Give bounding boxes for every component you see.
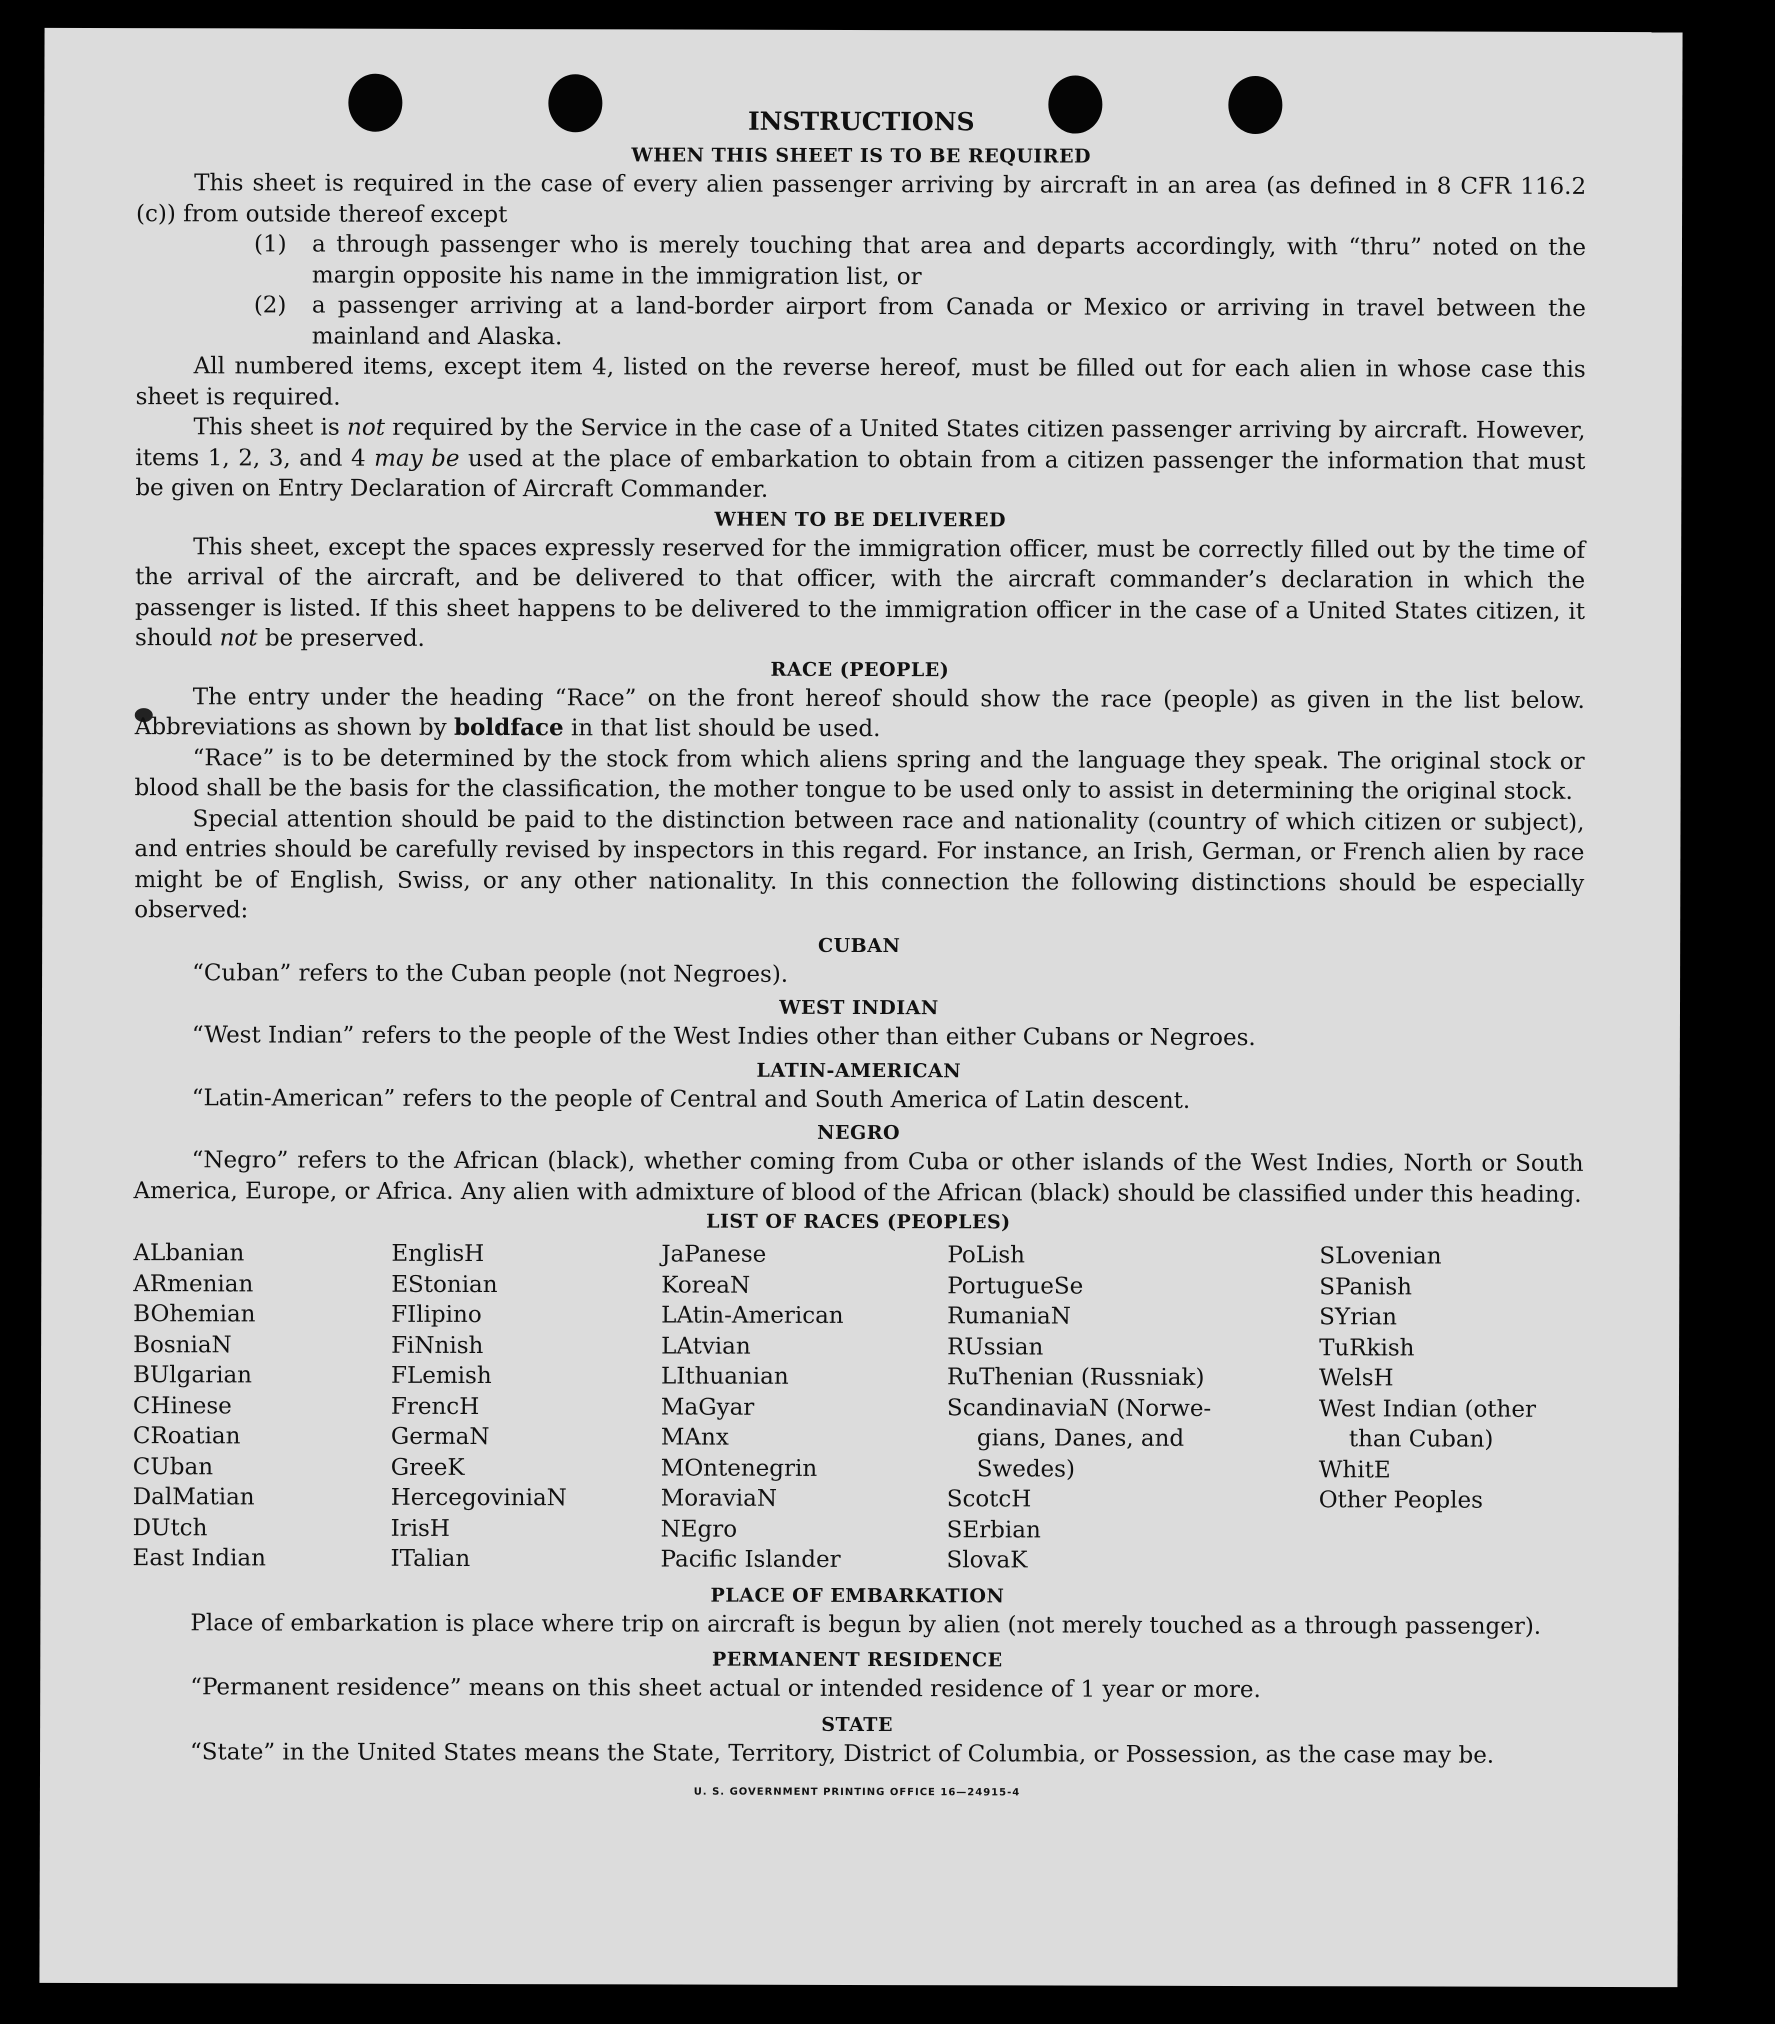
race-entry: FiNnish: [391, 1332, 484, 1359]
paragraph: All numbered items, except item 4, listed on the reverse hereof, must be filled out for each alien in whose case this sheet is required.: [135, 353, 1586, 411]
race-entry: ITalian: [390, 1545, 471, 1572]
section-heading: WEST INDIAN: [779, 996, 939, 1020]
race-entry: CUban: [132, 1453, 214, 1480]
italic-run: may be: [374, 445, 460, 472]
race-entry: BUlgarian: [133, 1362, 253, 1389]
text-run: required by the Service in the case of a United States citizen passenger arriving by aircraft. However, items 1, 2, 3, and 4: [135, 414, 1586, 472]
paragraph: Special attention should be paid to the distinction between race and nationality (country of which citizen or subject), and entries should be carefully revised by inspectors in this regard. For instance, an Irish, German, or French alien by race might be of English, Swiss, or any other nationality. In this connection the following distinctions should be especially observed:: [134, 805, 1585, 924]
race-entry: Pacific Islander: [660, 1546, 841, 1573]
race-entry: ALbanian: [133, 1240, 245, 1267]
race-entry: CHinese: [132, 1392, 232, 1419]
race-column: [391, 1239, 662, 1575]
race-list: [133, 1238, 1584, 1577]
race-entry: TuRkish: [1319, 1334, 1415, 1361]
race-entry: Other Peoples: [1318, 1487, 1483, 1514]
race-entry: MAnx: [660, 1424, 729, 1451]
race-entry: SPanish: [1319, 1273, 1413, 1300]
text-run: The entry under the heading “Race” on the front hereof should show the race (people) as given in the list below. Abbreviations as shown by: [134, 683, 1585, 741]
race-entry: FIlipino: [391, 1301, 482, 1329]
race-entry: IrisH: [390, 1515, 450, 1542]
race-entry: DalMatian: [132, 1484, 255, 1511]
race-entry: NEgro: [660, 1515, 738, 1543]
printer-imprint: U. S. GOVERNMENT PRINTING OFFICE 16—24915-4: [693, 1786, 1021, 1799]
item-number: (2): [253, 292, 287, 319]
race-column: [133, 1238, 392, 1574]
race-entry: ScotcH: [946, 1486, 1032, 1513]
paragraph: “Permanent residence” means on this sheet actual or intended residence of 1 year or more.: [190, 1674, 1261, 1704]
race-entry: GreeK: [390, 1454, 465, 1481]
numbered-item: [254, 229, 1586, 293]
text-run: This sheet is: [193, 414, 348, 441]
bold-run: boldface: [453, 713, 564, 742]
text-run: This sheet, except the spaces expressly reserved for the immigration officer, must be correctly filled out by the time of the arrival of the aircraft, and be delivered to that officer, with the aircraft commander’s declaration in which the passenger is listed. If this sheet happens to be delivered to the immigration officer in the case of a United States citizen, it should: [134, 533, 1586, 652]
race-entry: Swedes): [976, 1455, 1075, 1483]
race-entry: SYrian: [1319, 1304, 1398, 1331]
section-heading: RACE (PEOPLE): [770, 658, 950, 681]
race-entry: SLovenian: [1319, 1243, 1442, 1270]
race-entry: HercegoviniaN: [390, 1484, 567, 1512]
race-entry: RUssian: [947, 1333, 1044, 1360]
section-heading: LIST OF RACES (PEOPLES): [706, 1210, 1011, 1234]
race-entry: PortugueSe: [947, 1272, 1084, 1300]
document-sheet: [39, 28, 1682, 1987]
race-entry: West Indian (other: [1318, 1395, 1537, 1423]
race-column: [661, 1239, 948, 1575]
race-entry: SErbian: [946, 1516, 1041, 1543]
race-entry: LIthuanian: [660, 1363, 789, 1390]
race-entry: than Cuban): [1348, 1426, 1494, 1453]
item-number: (1): [253, 231, 287, 258]
paragraph: Place of embarkation is place where trip on aircraft is begun by alien (not merely touched as a through passenger).: [190, 1609, 1542, 1640]
page-title: INSTRUCTIONS: [747, 106, 975, 137]
race-entry: GermaN: [390, 1423, 490, 1451]
race-entry: FLemish: [391, 1362, 492, 1390]
race-entry: CRoatian: [132, 1423, 241, 1450]
italic-run: not: [219, 625, 258, 652]
race-entry: EnglisH: [391, 1240, 485, 1268]
section-heading: PLACE OF EMBARKATION: [710, 1584, 1005, 1607]
paragraph: “Race” is to be determined by the stock from which aliens spring and the language they speak. The original stock or blood shall be the basis for the classification, the mother tongue to be used only to assist in determining the original stock.: [134, 744, 1585, 805]
paragraph: “Cuban” refers to the Cuban people (not Negroes).: [192, 959, 789, 988]
race-entry: RuThenian (Russniak): [946, 1364, 1205, 1391]
race-entry: WelsH: [1318, 1365, 1394, 1392]
race-entry: ARmenian: [133, 1270, 254, 1297]
race-entry: BosniaN: [133, 1331, 232, 1358]
race-entry: LAtin-American: [661, 1302, 844, 1329]
paragraph: [135, 682, 1585, 747]
item-text: a passenger arriving at a land-border airport from Canada or Mexico or arriving in travel between the mainland and Alaska.: [311, 292, 1586, 350]
race-entry: FrencH: [390, 1393, 480, 1420]
race-entry: DUtch: [132, 1514, 208, 1541]
text-run: used at the place of embarkation to obtain from a citizen passenger the information that must be given on Entry Declaration of Aircraft Commander.: [135, 445, 1586, 503]
race-entry: JaPanese: [661, 1241, 767, 1268]
race-entry: MoraviaN: [660, 1485, 778, 1512]
section-heading: LATIN-AMERICAN: [756, 1059, 962, 1082]
race-entry: PoLish: [947, 1242, 1026, 1269]
section-heading: WHEN TO BE DELIVERED: [714, 508, 1007, 531]
race-entry: BOhemian: [133, 1301, 256, 1328]
paragraph: “State” in the United States means the State, Territory, District of Columbia, or Possession, as the case may be.: [190, 1738, 1495, 1769]
section-heading: WHEN THIS SHEET IS TO BE REQUIRED: [631, 144, 1092, 168]
race-entry: EStonian: [391, 1271, 498, 1298]
race-entry: SlovaK: [946, 1547, 1028, 1574]
paragraph: “Negro” refers to the African (black), whether coming from Cuba or other islands of the West Indies, North or South America, Europe, or Africa. Any alien with admixture of blood of the African (black) should be classified under this heading.: [133, 1147, 1584, 1208]
race-entry: KoreaN: [661, 1271, 751, 1299]
race-column: [947, 1240, 1320, 1576]
section-heading: STATE: [821, 1713, 893, 1736]
section-heading: CUBAN: [817, 934, 901, 957]
numbered-item: [254, 290, 1586, 354]
text-run: be preserved.: [257, 625, 425, 652]
paragraph: [135, 532, 1585, 658]
race-entry: ScandinaviaN (Norwe-: [946, 1394, 1212, 1422]
race-entry: MaGyar: [660, 1393, 755, 1421]
race-entry: gians, Danes, and: [976, 1425, 1185, 1452]
race-entry: WhitE: [1318, 1456, 1391, 1483]
paragraph: [135, 412, 1585, 507]
instructions-content: [132, 100, 1586, 1800]
paragraph: “Latin-American” refers to the people of Central and South America of Latin descent.: [191, 1084, 1191, 1114]
item-text: a through passenger who is merely touching that area and departs accordingly, with “thru” noted on the margin opposite his name in the immigration list, or: [311, 231, 1587, 290]
race-entry: MOntenegrin: [660, 1454, 818, 1482]
race-entry: East Indian: [132, 1545, 266, 1572]
race-entry: LAtvian: [661, 1332, 751, 1360]
race-entry: RumaniaN: [947, 1303, 1071, 1330]
section-heading: NEGRO: [817, 1121, 901, 1145]
race-column: [1319, 1241, 1584, 1577]
paragraph: This sheet is required in the case of every alien passenger arriving by aircraft in an area (as defined in 8 CFR 116.2 (c)) from outside thereof except: [136, 170, 1587, 228]
section-heading: PERMANENT RESIDENCE: [711, 1648, 1003, 1672]
text-run: in that list should be used.: [563, 715, 881, 743]
italic-run: not: [347, 414, 386, 441]
paragraph: “West Indian” refers to the people of the West Indies other than either Cubans or Negroes.: [191, 1022, 1256, 1052]
